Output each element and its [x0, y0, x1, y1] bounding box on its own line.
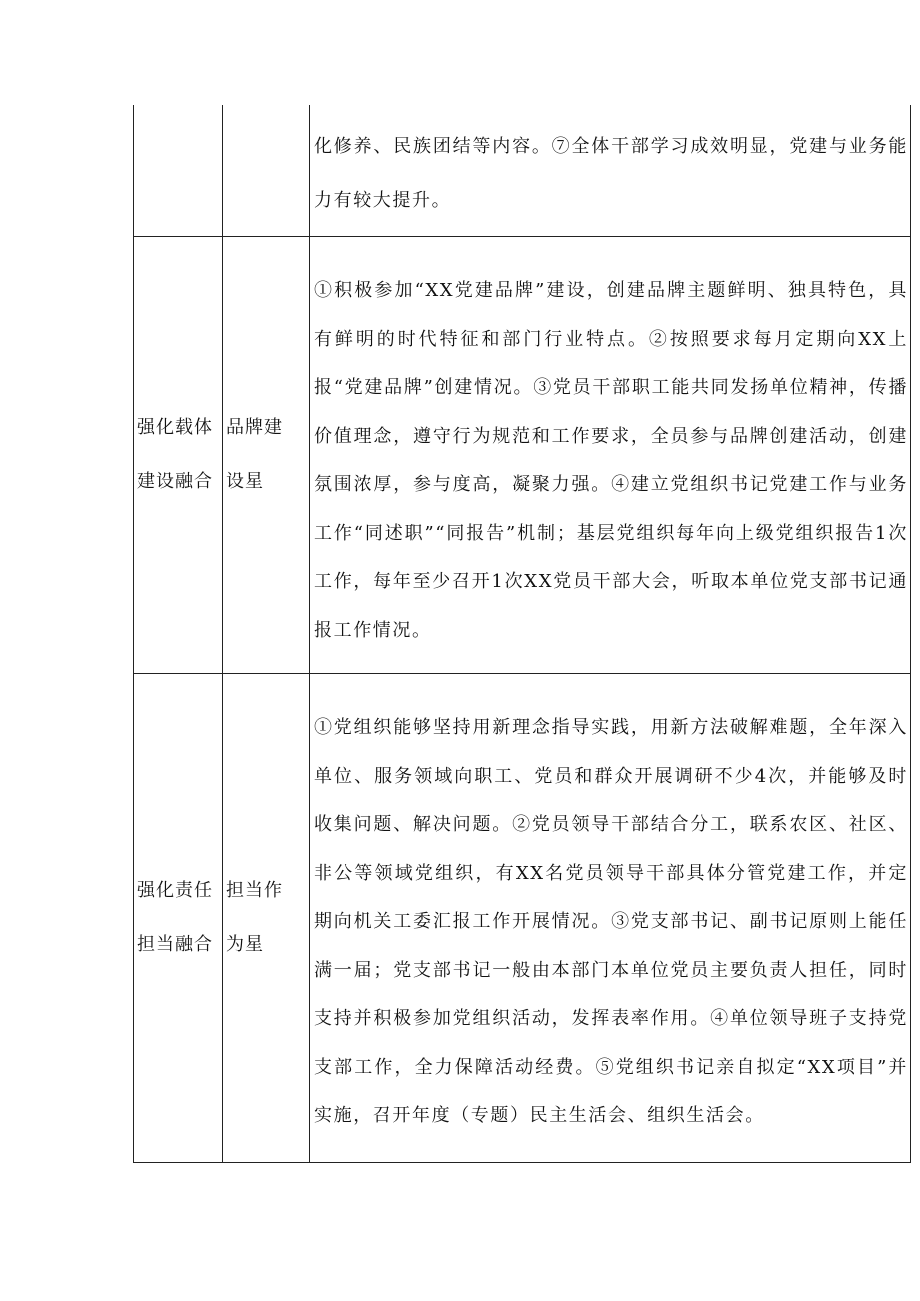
evaluation-table — [133, 105, 911, 1163]
star-cell — [223, 105, 310, 237]
content-text: ①党组织能够坚持用新理念指导实践，用新方法破解难题，全年深入单位、服务领域向职工、党员和群众开展调研不少4次，并能够及时收集问题、解决问题。②党员领导干部结合分工，联系农区、社区、非公等领域党组织，有XX名党员领导干部具体分管党建工作，并定期向机关工委汇报工作开展情况。③党支部书记、副书记原则上能任满一届；党支部书记一般由本部门本单位党员主要负责人担任，同时支持并积极参加党组织活动，发挥表率作用。④单位领导班子支持党支部工作，全力保障活动经费。⑤党组织书记亲自拟定“XX项目”并实施，召开年度（专题）民主生活会、组织生活会。 — [314, 717, 908, 1126]
category-label-line2: 建设融合 — [137, 471, 213, 492]
star-label-line2: 为星 — [226, 933, 264, 955]
category-label-line2: 担当融合 — [137, 933, 213, 955]
star-label-line1: 担当作 — [226, 879, 283, 901]
category-label-line1: 强化责任 — [137, 879, 213, 901]
category-cell — [134, 237, 223, 674]
star-label-line1: 品牌建 — [226, 417, 283, 438]
content-text: ①积极参加“XX党建品牌”建设，创建品牌主题鲜明、独具特色，具有鲜明的时代特征和部门行业特点。②按照要求每月定期向XX上报“党建品牌”创建情况。③党员干部职工能共同发扬单位精神，传播价值理念，遵守行为规范和工作要求，全员参与品牌创建活动，创建氛围浓厚，参与度高，凝聚力强。④建立党组织书记党建工作与业务工作“同述职”“同报告”机制；基层党组织每年向上级党组织报告1次工作，每年至少召开1次XX党员干部大会，听取本单位党支部书记通报工作情况。 — [314, 280, 908, 641]
content-cell — [310, 674, 911, 1163]
star-label-line2: 设星 — [226, 471, 264, 492]
star-cell — [223, 674, 310, 1163]
category-cell — [134, 674, 223, 1163]
table-row — [134, 105, 911, 237]
table-row — [134, 674, 911, 1163]
content-cell — [310, 237, 911, 674]
table-row — [134, 237, 911, 674]
category-label-line1: 强化载体 — [137, 417, 213, 438]
category-cell — [134, 105, 223, 237]
content-cell — [310, 105, 911, 237]
star-cell — [223, 237, 310, 674]
content-text: 化修养、民族团结等内容。⑦全体干部学习成效明显，党建与业务能力有较大提升。 — [314, 136, 908, 211]
